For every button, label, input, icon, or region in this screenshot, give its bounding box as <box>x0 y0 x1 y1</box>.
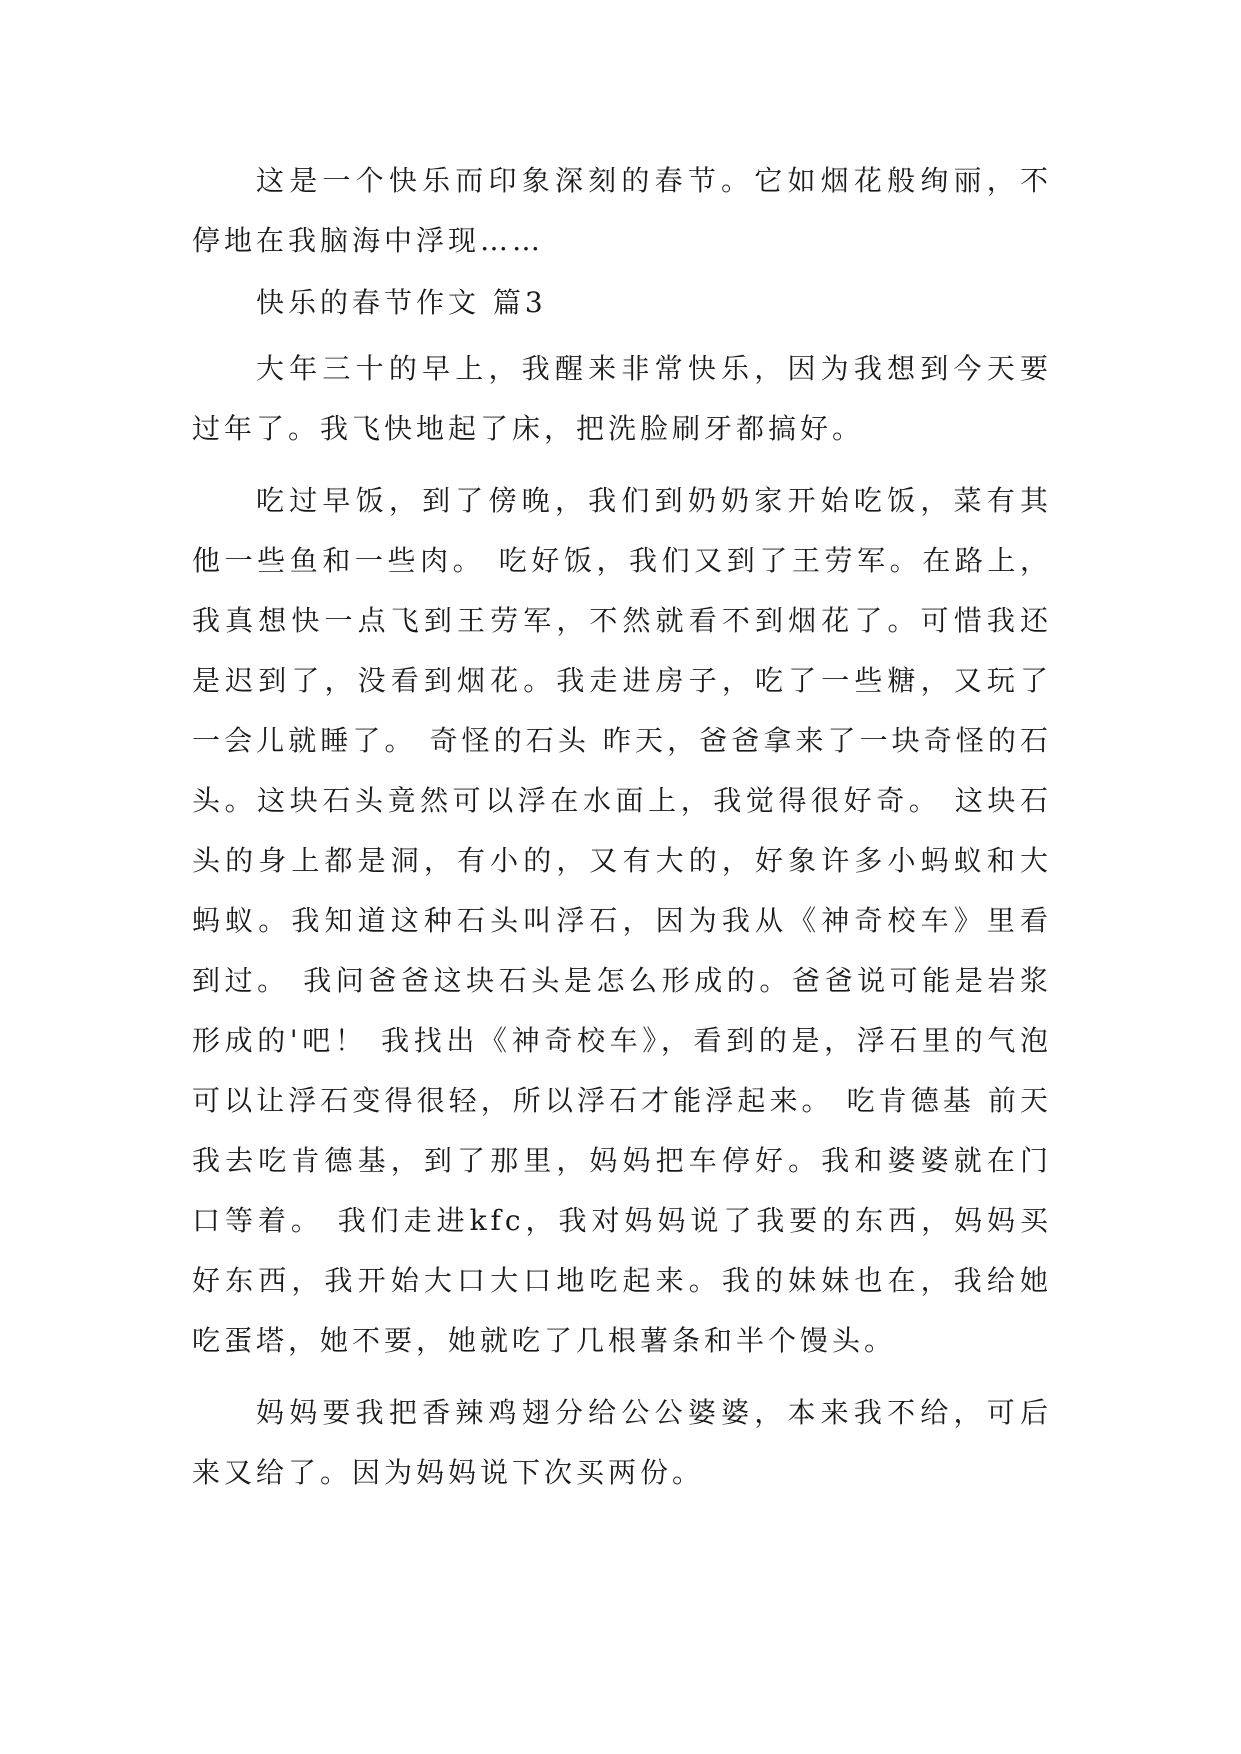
document-body <box>192 151 1052 1515</box>
paragraph-morning: 大年三十的早上，我醒来非常快乐，因为我想到今天要过年了。我飞快地起了床，把洗脸刷牙都搞好。 <box>192 352 1052 445</box>
paragraph-main: 吃过早饭，到了傍晚，我们到奶奶家开始吃饭，菜有其他一些鱼和一些肉。 吃好饭，我们又到了王劳军。在路上，我真想快一点飞到王劳军，不然就看不到烟花了。可惜我还是迟到了，没看到烟花。我走进房子，吃了一些糖，又玩了一会儿就睡了。 奇怪的石头 昨天，爸爸拿来了一块奇怪的石头。这块石头竟然可以浮在水面上，我觉得很好奇。 这块石头的身上都是洞，有小的，又有大的，好象许多小蚂蚁和大蚂蚁。我知道这种石头叫浮石，因为我从《神奇校车》里看到过。 我问爸爸这块石头是怎么形成的。爸爸说可能是岩浆形成的'吧！ 我找出《神奇校车》，看到的是，浮石里的气泡可以让浮石变得很轻，所以浮石才能浮起来。 吃肯德基 前天我去吃肯德基，到了那里，妈妈把车停好。我和婆婆就在门口等着。 我们走进kfc，我对妈妈说了我要的东西，妈妈买好东西，我开始大口大口地吃起来。我的妹妹也在，我给她吃蛋塔，她不要，她就吃了几根薯条和半个馒头。 <box>192 484 1052 1357</box>
paragraph-intro: 这是一个快乐而印象深刻的春节。它如烟花般绚丽，不停地在我脑海中浮现…… <box>192 164 1052 257</box>
paragraph-ending: 妈妈要我把香辣鸡翅分给公公婆婆，本来我不给，可后来又给了。因为妈妈说下次买两份。 <box>192 1396 1052 1489</box>
section-heading: 快乐的春节作文 篇3 <box>256 286 547 319</box>
